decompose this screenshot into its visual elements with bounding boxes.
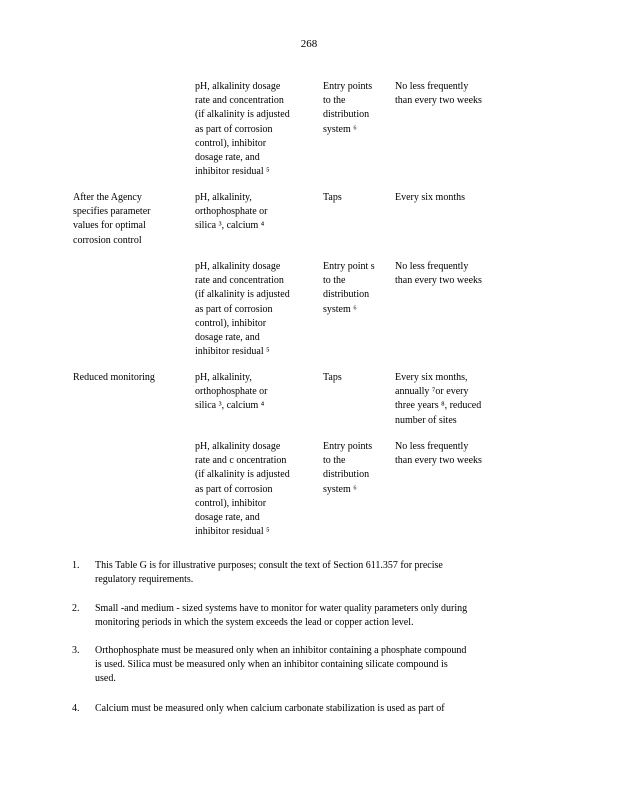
cell-line: silica ³, calcium ⁴: [195, 400, 265, 412]
footnote-text: [95, 559, 545, 587]
cell-line: than every two weeks: [395, 275, 482, 287]
footnote-line: used.: [95, 673, 116, 684]
parameters-cell: [195, 440, 315, 539]
cell-line: distribution: [323, 469, 370, 481]
cell-line: After the Agency: [73, 192, 142, 203]
cell-line: orthophosphate or: [195, 206, 268, 218]
footnote-line: monitoring periods in which the system exceeds the lead or copper action level.: [95, 617, 414, 628]
cell-line: No less frequently: [395, 81, 469, 92]
cell-line: system ⁶: [323, 303, 357, 315]
footnote-text: [95, 702, 545, 716]
cell-line: rate and concentration: [195, 275, 284, 287]
cell-line: dosage rate, and: [195, 152, 260, 164]
cell-line: corrosion control: [73, 234, 142, 246]
cell-line: pH, alkalinity,: [195, 192, 252, 203]
cell-line: control), inhibitor: [195, 137, 267, 149]
footnote-line: Orthophosphate must be measured only when an inhibitor containing a phosphate compound: [95, 645, 467, 656]
frequency-cell: [395, 440, 505, 468]
cell-line: Every six months: [395, 192, 465, 203]
page-number: 268: [300, 38, 318, 50]
cell-line: than every two weeks: [395, 455, 482, 467]
cell-line: control), inhibitor: [195, 317, 267, 329]
cell-line: distribution: [323, 109, 370, 121]
parameters-cell: [195, 260, 315, 359]
cell-line: Reduced monitoring: [73, 372, 155, 383]
condition-cell: [73, 191, 188, 248]
cell-line: No less frequently: [395, 441, 469, 452]
cell-line: No less frequently: [395, 261, 469, 272]
cell-line: system ⁶: [323, 483, 357, 495]
footnote-number: 4.: [72, 703, 80, 714]
parameters-cell: [195, 80, 315, 179]
location-cell: [323, 371, 389, 385]
footnote-text: [95, 644, 545, 686]
cell-line: (if alkalinity is adjusted: [195, 289, 290, 301]
cell-line: than every two weeks: [395, 95, 482, 107]
footnote-line: is used. Silica must be measured only when an inhibitor containing silicate compound is: [95, 659, 448, 670]
cell-line: Entry point s: [323, 261, 375, 272]
cell-line: distribution: [323, 289, 370, 301]
cell-line: Taps: [323, 192, 342, 203]
cell-line: as part of corrosion: [195, 303, 273, 315]
cell-line: to the: [323, 455, 346, 467]
frequency-cell: [395, 80, 505, 108]
cell-line: pH, alkalinity dosage: [195, 441, 281, 452]
cell-line: to the: [323, 95, 346, 107]
cell-line: control), inhibitor: [195, 497, 267, 509]
cell-line: values for optimal: [73, 220, 146, 232]
cell-line: pH, alkalinity,: [195, 372, 252, 383]
frequency-cell: [395, 191, 505, 205]
footnote-line: This Table G is for illustrative purposes; consult the text of Section 611.357 for precise: [95, 560, 443, 571]
cell-line: dosage rate, and: [195, 512, 260, 524]
location-cell: [323, 440, 389, 497]
parameters-cell: [195, 371, 315, 414]
location-cell: [323, 80, 389, 137]
cell-line: inhibitor residual ⁵: [195, 166, 270, 178]
cell-line: dosage rate, and: [195, 332, 260, 344]
cell-line: as part of corrosion: [195, 483, 273, 495]
frequency-cell: [395, 371, 505, 428]
location-cell: [323, 191, 389, 205]
cell-line: silica ³, calcium ⁴: [195, 220, 265, 232]
footnote-number: 2.: [72, 603, 80, 614]
cell-line: inhibitor residual ⁵: [195, 346, 270, 358]
cell-line: rate and c oncentration: [195, 455, 287, 467]
cell-line: (if alkalinity is adjusted: [195, 469, 290, 481]
footnote-line: Small -and medium - sized systems have to monitor for water quality parameters only during: [95, 603, 468, 614]
footnote-line: Calcium must be measured only when calcium carbonate stabilization is used as part of: [95, 703, 445, 714]
parameters-cell: [195, 191, 315, 234]
footnote-line: regulatory requirements.: [95, 574, 194, 585]
cell-line: three years ⁸, reduced: [395, 400, 482, 412]
condition-cell: [73, 371, 188, 385]
footnote-text: [95, 602, 545, 630]
cell-line: rate and concentration: [195, 95, 284, 107]
location-cell: [323, 260, 389, 317]
cell-line: pH, alkalinity dosage: [195, 81, 281, 92]
cell-line: Taps: [323, 372, 342, 383]
cell-line: number of sites: [395, 414, 457, 426]
cell-line: Every six months,: [395, 372, 468, 383]
cell-line: specifies parameter: [73, 206, 151, 218]
cell-line: to the: [323, 275, 346, 287]
cell-line: (if alkalinity is adjusted: [195, 109, 290, 121]
cell-line: Entry points: [323, 81, 373, 92]
cell-line: system ⁶: [323, 123, 357, 135]
cell-line: inhibitor residual ⁵: [195, 526, 270, 538]
frequency-cell: [395, 260, 505, 288]
footnote-number: 1.: [72, 560, 80, 571]
cell-line: annually ⁷or every: [395, 386, 469, 398]
cell-line: orthophosphate or: [195, 386, 268, 398]
footnote-number: 3.: [72, 645, 80, 656]
cell-line: Entry points: [323, 441, 373, 452]
cell-line: as part of corrosion: [195, 123, 273, 135]
cell-line: pH, alkalinity dosage: [195, 261, 281, 272]
